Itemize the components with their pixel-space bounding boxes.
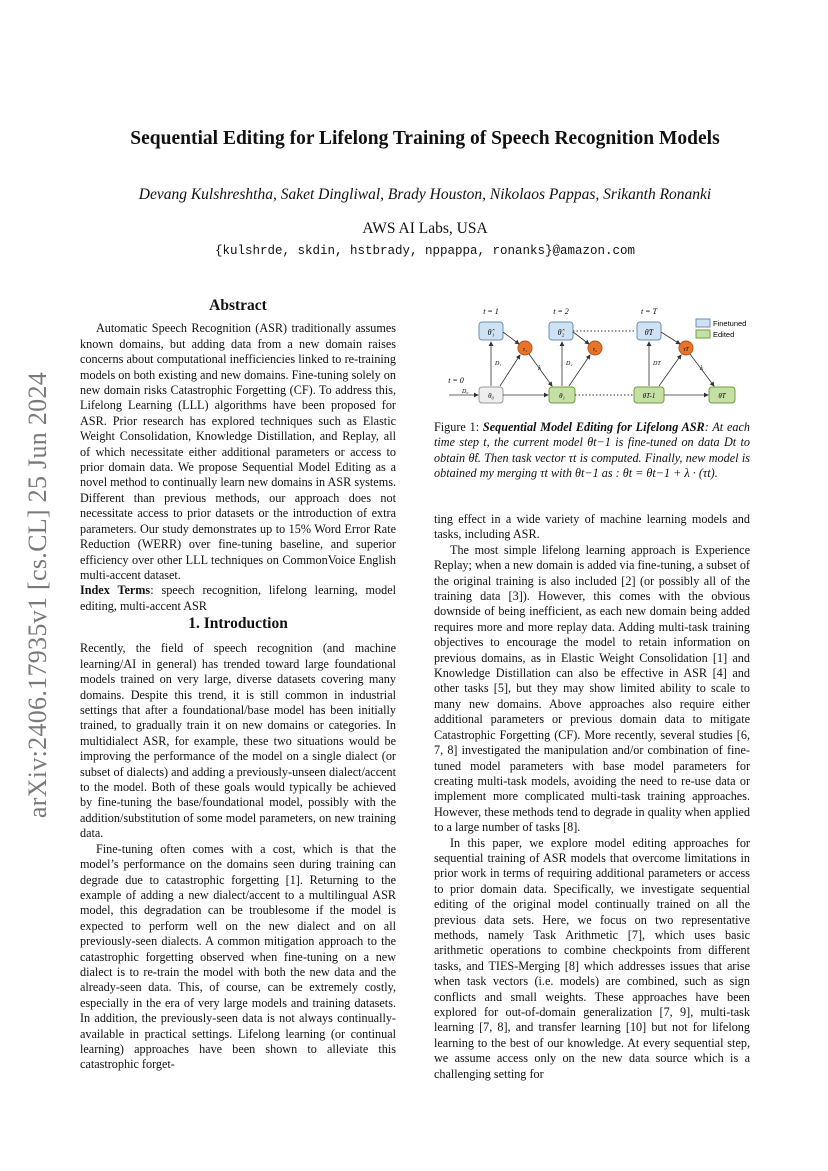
- index-terms: [80, 583, 396, 614]
- abstract-text: Automatic Speech Recognition (ASR) traditionally assumes known domains, but adding data from a new domain raises concerns about computational inefficiencies linked to re-training models on both existing and new domains. Fine-tuning solely on new domain risks Catastrophic Forgetting (CF). To address this, Lifelong Learning (LLL) algorithms have been proposed for ASR. Prior research has explored techniques such as Elastic Weight Consolidation, Knowledge Distillation, and Replay, all of which necessitate either additional parameters or access to prior domain data. We propose Sequential Model Editing as a novel method to continually learn new domains in ASR systems. Different than previous methods, our approach does not necessitate access to prior datasets or the introduction of extra parameters. Our study demonstrates up to 15% Word Error Rate Reduction (WERR) over fine-tuning baseline, and superior efficiency over other LLL techniques on CommonVoice English multi-accent dataset.: [80, 321, 396, 582]
- intro-section: [80, 616, 396, 1073]
- index-terms-text: : speech recognition, lifelong learning, model editing, multi-accent ASR: [80, 583, 396, 613]
- abstract-heading: Abstract: [209, 297, 267, 314]
- legend-edited-label: Edited: [713, 330, 735, 339]
- time-label-2: t = 2: [553, 307, 569, 316]
- svg-text:θ₁: θ₁: [559, 392, 565, 400]
- svg-text:τT: τT: [683, 347, 689, 353]
- legend-finetuned-label: Finetuned: [713, 319, 747, 328]
- svg-text:D₁: D₁: [495, 361, 502, 367]
- svg-text:θT-1: θT-1: [642, 392, 656, 400]
- svg-text:τ₁: τ₁: [522, 347, 528, 353]
- svg-text:θ̂T: θ̂T: [644, 328, 654, 337]
- svg-text:τ₂: τ₂: [592, 347, 598, 353]
- caption-bold: Sequential Model Editing for Lifelong ASR: [482, 420, 705, 434]
- index-terms-label: Index Terms: [80, 583, 151, 598]
- caption-label: Figure 1:: [434, 420, 483, 434]
- figure-1-caption: [434, 420, 750, 482]
- right-column-body: [434, 512, 750, 1082]
- svg-text:θ₀: θ₀: [488, 392, 494, 400]
- svg-text:θT: θT: [718, 392, 726, 400]
- svg-text:θ̂₁: θ̂₁: [487, 328, 495, 337]
- paper-title: Sequential Editing for Lifelong Training of Speech Recognition Models: [130, 128, 720, 149]
- abstract-section: [80, 298, 396, 614]
- intro-paragraph-1: Recently, the field of speech recognition (and machine learning/AI in general) has trended toward large foundational models trained on very large, diverse datasets covering many domains. Despite this trend, it is still common in industrial settings that after a foundational/base model has been initially trained, to gradually train it on new domains or categories. In multidialect ASR, for example, these two situations would be improving the performance of the model on a single dialect (or subset of dialects) and adding a previously-unseen dialect/accent to the model. Both of these goals would typically be achieved by fine-tuning the base/foundational model, possibly with the addition/substitution of some model parameters, on new training data.: [80, 641, 396, 841]
- affiliation: AWS AI Labs, USA: [362, 220, 488, 237]
- lambda-label-T: λ: [700, 364, 704, 372]
- legend-edited-swatch: [696, 330, 710, 338]
- svg-text:D₂: D₂: [566, 361, 573, 367]
- email-list: {kulshrde, skdin, hstbrady, nppappa, ronanks}@amazon.com: [214, 244, 636, 258]
- time-label-1: t = 1: [483, 307, 499, 316]
- figure-1-diagram: [434, 300, 754, 410]
- lambda-label-1: λ: [538, 364, 542, 372]
- right-paragraph-1: The most simple lifelong learning approach is Experience Replay; when a new domain is added via fine-tuning, a subset of the original training is also included [2] (or possibly all of the training data [3]). However, this comes with the obvious downside of being inefficient, as each new domain being added requires more and more replay data. Adding multi-task training objectives to encourage the model to retain information on previous domains, as in Elastic Weight Consolidation [1] and Knowledge Distillation can also be effective in ASR [4] and other tasks [5], but they may show limited ability to scale to many new domains. Above approaches also require either additional parameters or previous domain data to mitigate Catastrophic Forgetting (CF). More recently, several studies [6, 7, 8] investigated the manipulation and/or combination of fine-tuned model parameters with base model parameters for creating multi-task models, avoiding the need to re-use data or implement more complicated multi-task training approaches. However, these methods tend to degrade in quality when applied to a large number of tasks [8].: [434, 542, 750, 835]
- svg-text:θ̂₂: θ̂₂: [557, 328, 565, 337]
- svg-text:D₀: D₀: [462, 389, 469, 395]
- right-paragraph-2: In this paper, we explore model editing approaches for sequential training of ASR models that overcome limitations in prior work in terms of requiring additional parameters or access to prior domain data. Specifically, we investigate sequential editing of the original model continually trained on all the previous data sets. Here, we focus on two representative methods, namely Task Arithmetic [7], which uses basic arithmetic operations to combine checkpoints from different tasks, and TIES-Merging [8] which addresses issues that arise when task vectors (i.e. models) are combined, such as sign conflicts and small weights. These approaches have been explored for out-of-domain generalization [7, 9], multi-task learning [7, 8], and transfer learning [10] but not for lifelong learning to the best of our knowledge. At every sequential step, we assume access only on the new data source which is a challenging setting for: [434, 835, 750, 1081]
- time-label-0: t = 0: [448, 376, 464, 385]
- right-paragraph-0: ting effect in a wide variety of machine learning models and tasks, including ASR.: [434, 512, 750, 542]
- svg-text:DT: DT: [653, 361, 661, 367]
- arxiv-sidebar: [18, 370, 58, 820]
- legend-finetuned-swatch: [696, 319, 710, 327]
- caption-text: : At each time step t, the current model θt−1 is fine-tuned on data Dt to obtain θ̂t. Then task vector τt is computed. Finally, new model is obtained my merging τt with θt−1 as : θt = θt−1 + λ · (τt).: [434, 420, 750, 481]
- intro-paragraph-2: Fine-tuning often comes with a cost, which is that the model’s performance on the domains seen during training can degrade due to catastrophic forgetting [1]. Returning to the example of adding a new dialect/accent to a multilingual ASR model, this degradation can be troublesome if the model is expected to perform well on the new dialect and on all previously-seen dialects. A common mitigation approach to the catastrophic forgetting observed when fine-tuning on a new dialect is to re-train the model with both the new data and the already-seen data. This, of course, can be extremely costly, especially in the era of very large models and training datasets. In addition, the previously-seen data is not always continually-available in practical settings. Lifelong learning (or continual learning) approaches have been shown to alleviate this catastrophic forget-: [80, 841, 396, 1072]
- author-list: Devang Kulshreshtha, Saket Dingliwal, Brady Houston, Nikolaos Pappas, Srikanth Ronanki: [138, 186, 712, 203]
- intro-heading: 1. Introduction: [188, 615, 288, 632]
- time-label-T: t = T: [640, 307, 658, 316]
- arxiv-id: arXiv:2406.17935v1 [cs.CL] 25 Jun 2024: [23, 371, 52, 819]
